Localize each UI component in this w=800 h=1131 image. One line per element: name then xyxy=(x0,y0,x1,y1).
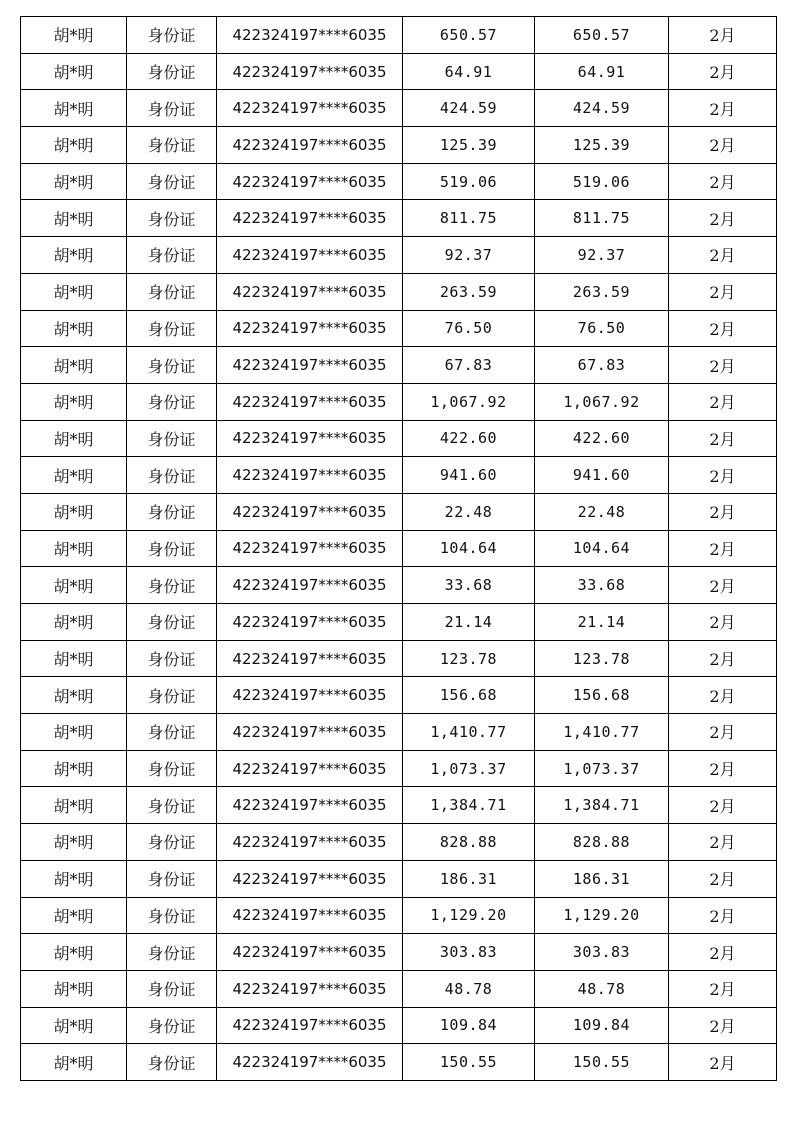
paid-amount-cell: 64.91 xyxy=(535,53,669,90)
month-cell: 2月 xyxy=(669,347,777,384)
amount-cell: 941.60 xyxy=(403,457,535,494)
amount-cell: 424.59 xyxy=(403,90,535,127)
paid-amount-cell: 1,073.37 xyxy=(535,750,669,787)
paid-amount-cell: 941.60 xyxy=(535,457,669,494)
month-cell: 2月 xyxy=(669,677,777,714)
paid-amount-cell: 303.83 xyxy=(535,934,669,971)
month-cell: 2月 xyxy=(669,934,777,971)
id-type-cell: 身份证 xyxy=(127,750,217,787)
table-row xyxy=(21,824,777,861)
amount-cell: 303.83 xyxy=(403,934,535,971)
paid-amount-cell: 1,410.77 xyxy=(535,714,669,751)
name-cell: 胡*明 xyxy=(21,127,127,164)
name-cell: 胡*明 xyxy=(21,457,127,494)
name-cell: 胡*明 xyxy=(21,750,127,787)
id-number-cell: 422324197****6035 xyxy=(217,970,403,1007)
id-number-cell: 422324197****6035 xyxy=(217,567,403,604)
amount-cell: 21.14 xyxy=(403,604,535,641)
name-cell: 胡*明 xyxy=(21,347,127,384)
id-number-cell: 422324197****6035 xyxy=(217,750,403,787)
table-row xyxy=(21,383,777,420)
name-cell: 胡*明 xyxy=(21,17,127,54)
month-cell: 2月 xyxy=(669,1044,777,1081)
name-cell: 胡*明 xyxy=(21,310,127,347)
id-type-cell: 身份证 xyxy=(127,383,217,420)
table-row xyxy=(21,493,777,530)
table-row xyxy=(21,970,777,1007)
id-type-cell: 身份证 xyxy=(127,90,217,127)
month-cell: 2月 xyxy=(669,567,777,604)
table-row xyxy=(21,1044,777,1081)
id-type-cell: 身份证 xyxy=(127,273,217,310)
payment-table xyxy=(20,16,777,1081)
id-number-cell: 422324197****6035 xyxy=(217,420,403,457)
paid-amount-cell: 125.39 xyxy=(535,127,669,164)
table-row xyxy=(21,273,777,310)
id-number-cell: 422324197****6035 xyxy=(217,127,403,164)
table-row xyxy=(21,347,777,384)
table-row xyxy=(21,127,777,164)
table-row xyxy=(21,897,777,934)
name-cell: 胡*明 xyxy=(21,897,127,934)
name-cell: 胡*明 xyxy=(21,787,127,824)
paid-amount-cell: 150.55 xyxy=(535,1044,669,1081)
id-type-cell: 身份证 xyxy=(127,567,217,604)
paid-amount-cell: 33.68 xyxy=(535,567,669,604)
amount-cell: 828.88 xyxy=(403,824,535,861)
name-cell: 胡*明 xyxy=(21,1044,127,1081)
id-type-cell: 身份证 xyxy=(127,824,217,861)
amount-cell: 1,384.71 xyxy=(403,787,535,824)
table-body xyxy=(21,17,777,1081)
table-row xyxy=(21,237,777,274)
paid-amount-cell: 1,067.92 xyxy=(535,383,669,420)
id-number-cell: 422324197****6035 xyxy=(217,457,403,494)
month-cell: 2月 xyxy=(669,53,777,90)
name-cell: 胡*明 xyxy=(21,163,127,200)
id-type-cell: 身份证 xyxy=(127,1044,217,1081)
amount-cell: 422.60 xyxy=(403,420,535,457)
id-number-cell: 422324197****6035 xyxy=(217,604,403,641)
table-row xyxy=(21,163,777,200)
name-cell: 胡*明 xyxy=(21,237,127,274)
month-cell: 2月 xyxy=(669,273,777,310)
id-type-cell: 身份证 xyxy=(127,897,217,934)
amount-cell: 123.78 xyxy=(403,640,535,677)
table-row xyxy=(21,17,777,54)
id-type-cell: 身份证 xyxy=(127,53,217,90)
paid-amount-cell: 48.78 xyxy=(535,970,669,1007)
id-number-cell: 422324197****6035 xyxy=(217,310,403,347)
amount-cell: 22.48 xyxy=(403,493,535,530)
table-row xyxy=(21,200,777,237)
name-cell: 胡*明 xyxy=(21,604,127,641)
amount-cell: 109.84 xyxy=(403,1007,535,1044)
table-row xyxy=(21,567,777,604)
id-type-cell: 身份证 xyxy=(127,237,217,274)
table-row xyxy=(21,53,777,90)
id-number-cell: 422324197****6035 xyxy=(217,383,403,420)
id-type-cell: 身份证 xyxy=(127,17,217,54)
id-type-cell: 身份证 xyxy=(127,934,217,971)
id-type-cell: 身份证 xyxy=(127,420,217,457)
table-row xyxy=(21,860,777,897)
paid-amount-cell: 109.84 xyxy=(535,1007,669,1044)
paid-amount-cell: 424.59 xyxy=(535,90,669,127)
table-row xyxy=(21,714,777,751)
table-row xyxy=(21,750,777,787)
month-cell: 2月 xyxy=(669,90,777,127)
id-number-cell: 422324197****6035 xyxy=(217,273,403,310)
id-number-cell: 422324197****6035 xyxy=(217,17,403,54)
paid-amount-cell: 1,129.20 xyxy=(535,897,669,934)
amount-cell: 76.50 xyxy=(403,310,535,347)
paid-amount-cell: 422.60 xyxy=(535,420,669,457)
amount-cell: 811.75 xyxy=(403,200,535,237)
id-type-cell: 身份证 xyxy=(127,1007,217,1044)
id-number-cell: 422324197****6035 xyxy=(217,1044,403,1081)
id-number-cell: 422324197****6035 xyxy=(217,640,403,677)
id-type-cell: 身份证 xyxy=(127,163,217,200)
name-cell: 胡*明 xyxy=(21,53,127,90)
id-type-cell: 身份证 xyxy=(127,127,217,164)
paid-amount-cell: 92.37 xyxy=(535,237,669,274)
id-type-cell: 身份证 xyxy=(127,640,217,677)
month-cell: 2月 xyxy=(669,714,777,751)
id-type-cell: 身份证 xyxy=(127,530,217,567)
id-number-cell: 422324197****6035 xyxy=(217,714,403,751)
month-cell: 2月 xyxy=(669,787,777,824)
name-cell: 胡*明 xyxy=(21,640,127,677)
amount-cell: 650.57 xyxy=(403,17,535,54)
id-number-cell: 422324197****6035 xyxy=(217,163,403,200)
month-cell: 2月 xyxy=(669,860,777,897)
id-type-cell: 身份证 xyxy=(127,310,217,347)
paid-amount-cell: 21.14 xyxy=(535,604,669,641)
amount-cell: 48.78 xyxy=(403,970,535,1007)
month-cell: 2月 xyxy=(669,163,777,200)
month-cell: 2月 xyxy=(669,17,777,54)
name-cell: 胡*明 xyxy=(21,1007,127,1044)
paid-amount-cell: 104.64 xyxy=(535,530,669,567)
month-cell: 2月 xyxy=(669,604,777,641)
amount-cell: 125.39 xyxy=(403,127,535,164)
id-number-cell: 422324197****6035 xyxy=(217,934,403,971)
amount-cell: 263.59 xyxy=(403,273,535,310)
paid-amount-cell: 650.57 xyxy=(535,17,669,54)
amount-cell: 1,073.37 xyxy=(403,750,535,787)
id-number-cell: 422324197****6035 xyxy=(217,530,403,567)
paid-amount-cell: 156.68 xyxy=(535,677,669,714)
id-number-cell: 422324197****6035 xyxy=(217,1007,403,1044)
month-cell: 2月 xyxy=(669,824,777,861)
id-number-cell: 422324197****6035 xyxy=(217,90,403,127)
amount-cell: 150.55 xyxy=(403,1044,535,1081)
paid-amount-cell: 1,384.71 xyxy=(535,787,669,824)
amount-cell: 1,067.92 xyxy=(403,383,535,420)
paid-amount-cell: 67.83 xyxy=(535,347,669,384)
amount-cell: 104.64 xyxy=(403,530,535,567)
table-row xyxy=(21,530,777,567)
paid-amount-cell: 828.88 xyxy=(535,824,669,861)
name-cell: 胡*明 xyxy=(21,493,127,530)
paid-amount-cell: 519.06 xyxy=(535,163,669,200)
id-type-cell: 身份证 xyxy=(127,677,217,714)
id-number-cell: 422324197****6035 xyxy=(217,860,403,897)
name-cell: 胡*明 xyxy=(21,714,127,751)
name-cell: 胡*明 xyxy=(21,420,127,457)
amount-cell: 67.83 xyxy=(403,347,535,384)
id-type-cell: 身份证 xyxy=(127,860,217,897)
table-row xyxy=(21,934,777,971)
table-row xyxy=(21,1007,777,1044)
paid-amount-cell: 123.78 xyxy=(535,640,669,677)
month-cell: 2月 xyxy=(669,127,777,164)
id-number-cell: 422324197****6035 xyxy=(217,824,403,861)
table-row xyxy=(21,640,777,677)
month-cell: 2月 xyxy=(669,493,777,530)
month-cell: 2月 xyxy=(669,237,777,274)
name-cell: 胡*明 xyxy=(21,934,127,971)
paid-amount-cell: 263.59 xyxy=(535,273,669,310)
id-number-cell: 422324197****6035 xyxy=(217,200,403,237)
id-number-cell: 422324197****6035 xyxy=(217,53,403,90)
month-cell: 2月 xyxy=(669,970,777,1007)
month-cell: 2月 xyxy=(669,1007,777,1044)
name-cell: 胡*明 xyxy=(21,200,127,237)
id-number-cell: 422324197****6035 xyxy=(217,787,403,824)
name-cell: 胡*明 xyxy=(21,567,127,604)
table-row xyxy=(21,604,777,641)
name-cell: 胡*明 xyxy=(21,273,127,310)
table-row xyxy=(21,420,777,457)
paid-amount-cell: 22.48 xyxy=(535,493,669,530)
id-type-cell: 身份证 xyxy=(127,787,217,824)
month-cell: 2月 xyxy=(669,200,777,237)
id-type-cell: 身份证 xyxy=(127,200,217,237)
id-number-cell: 422324197****6035 xyxy=(217,347,403,384)
amount-cell: 156.68 xyxy=(403,677,535,714)
table-row xyxy=(21,457,777,494)
amount-cell: 1,410.77 xyxy=(403,714,535,751)
amount-cell: 92.37 xyxy=(403,237,535,274)
month-cell: 2月 xyxy=(669,457,777,494)
table-row xyxy=(21,90,777,127)
month-cell: 2月 xyxy=(669,640,777,677)
table-row xyxy=(21,677,777,714)
month-cell: 2月 xyxy=(669,530,777,567)
month-cell: 2月 xyxy=(669,897,777,934)
name-cell: 胡*明 xyxy=(21,970,127,1007)
month-cell: 2月 xyxy=(669,383,777,420)
name-cell: 胡*明 xyxy=(21,677,127,714)
month-cell: 2月 xyxy=(669,420,777,457)
id-number-cell: 422324197****6035 xyxy=(217,677,403,714)
id-number-cell: 422324197****6035 xyxy=(217,897,403,934)
table-row xyxy=(21,787,777,824)
name-cell: 胡*明 xyxy=(21,860,127,897)
id-type-cell: 身份证 xyxy=(127,493,217,530)
id-type-cell: 身份证 xyxy=(127,457,217,494)
id-number-cell: 422324197****6035 xyxy=(217,493,403,530)
id-type-cell: 身份证 xyxy=(127,347,217,384)
month-cell: 2月 xyxy=(669,310,777,347)
id-number-cell: 422324197****6035 xyxy=(217,237,403,274)
name-cell: 胡*明 xyxy=(21,90,127,127)
paid-amount-cell: 76.50 xyxy=(535,310,669,347)
month-cell: 2月 xyxy=(669,750,777,787)
amount-cell: 519.06 xyxy=(403,163,535,200)
name-cell: 胡*明 xyxy=(21,824,127,861)
table-row xyxy=(21,310,777,347)
paid-amount-cell: 186.31 xyxy=(535,860,669,897)
id-type-cell: 身份证 xyxy=(127,970,217,1007)
name-cell: 胡*明 xyxy=(21,383,127,420)
id-type-cell: 身份证 xyxy=(127,714,217,751)
amount-cell: 64.91 xyxy=(403,53,535,90)
amount-cell: 33.68 xyxy=(403,567,535,604)
id-type-cell: 身份证 xyxy=(127,604,217,641)
name-cell: 胡*明 xyxy=(21,530,127,567)
paid-amount-cell: 811.75 xyxy=(535,200,669,237)
amount-cell: 1,129.20 xyxy=(403,897,535,934)
amount-cell: 186.31 xyxy=(403,860,535,897)
